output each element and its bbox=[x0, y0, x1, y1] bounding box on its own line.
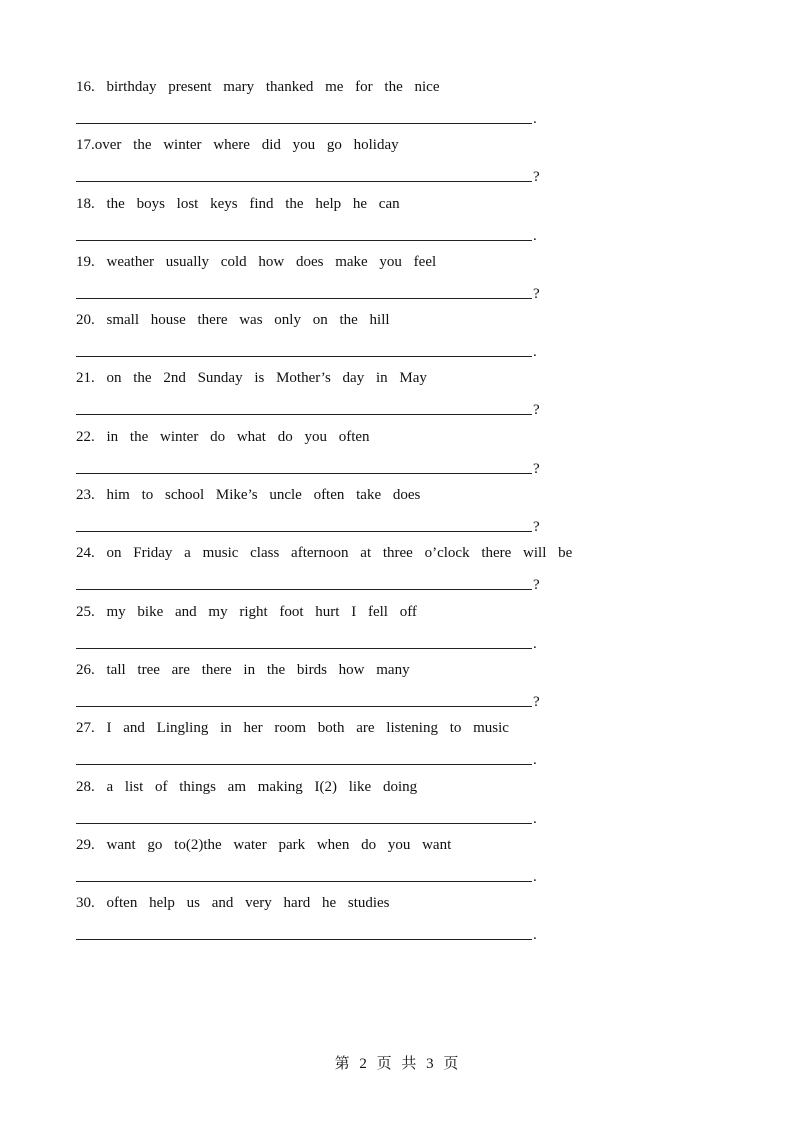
question-item bbox=[76, 660, 676, 718]
answer-line[interactable] bbox=[76, 692, 532, 707]
question-prompt: 26. tall tree are there in the birds how many bbox=[76, 661, 410, 678]
answer-blank bbox=[76, 920, 537, 944]
answer-blank bbox=[76, 687, 540, 710]
answer-line[interactable] bbox=[76, 634, 532, 649]
answer-line[interactable] bbox=[76, 809, 532, 824]
question-prompt: 17.over the winter where did you go holiday bbox=[76, 137, 399, 154]
question-prompt: 24. on Friday a music class afternoon at three o’clock there will be bbox=[76, 545, 573, 562]
question-item bbox=[76, 835, 676, 893]
answer-line[interactable] bbox=[76, 867, 532, 882]
question-item bbox=[76, 194, 676, 252]
answer-line[interactable] bbox=[76, 750, 532, 765]
end-punctuation: . bbox=[533, 344, 537, 361]
question-prompt: 19. weather usually cold how does make you feel bbox=[76, 253, 437, 270]
question-list bbox=[76, 77, 676, 951]
question-item bbox=[76, 252, 676, 310]
question-prompt: 28. a list of things am making I(2) like doing bbox=[76, 778, 418, 795]
question-prompt: 21. on the 2nd Sunday is Mother’s day in May bbox=[76, 370, 427, 387]
question-item bbox=[76, 543, 676, 601]
answer-line[interactable] bbox=[76, 342, 532, 357]
answer-blank bbox=[76, 279, 540, 302]
answer-line[interactable] bbox=[76, 284, 532, 299]
end-punctuation: ? bbox=[533, 519, 540, 536]
end-punctuation: ? bbox=[533, 402, 540, 419]
question-prompt: 25. my bike and my right foot hurt I fell off bbox=[76, 603, 417, 620]
answer-line[interactable] bbox=[76, 167, 532, 182]
question-prompt: 30. often help us and very hard he studies bbox=[76, 895, 390, 912]
answer-blank bbox=[76, 804, 537, 827]
end-punctuation: . bbox=[533, 927, 537, 944]
end-punctuation: ? bbox=[533, 285, 540, 302]
question-prompt: 27. I and Lingling in her room both are listening to music bbox=[76, 720, 509, 737]
question-prompt: 22. in the winter do what do you often bbox=[76, 428, 370, 445]
question-prompt: 20. small house there was only on the hill bbox=[76, 312, 390, 329]
answer-blank bbox=[76, 221, 537, 244]
answer-blank bbox=[76, 162, 540, 186]
question-item bbox=[76, 135, 676, 193]
end-punctuation: ? bbox=[533, 577, 540, 594]
answer-blank bbox=[76, 454, 540, 477]
answer-blank bbox=[76, 745, 537, 769]
answer-blank bbox=[76, 337, 537, 361]
answer-blank bbox=[76, 629, 537, 652]
answer-blank bbox=[76, 104, 537, 127]
question-item bbox=[76, 718, 676, 776]
answer-line[interactable] bbox=[76, 575, 532, 590]
question-item bbox=[76, 310, 676, 368]
question-prompt: 16. birthday present mary thanked me for the nice bbox=[76, 79, 440, 95]
answer-line[interactable] bbox=[76, 400, 532, 415]
question-item bbox=[76, 485, 676, 543]
end-punctuation: . bbox=[533, 810, 537, 827]
answer-line[interactable] bbox=[76, 517, 532, 532]
answer-blank bbox=[76, 862, 537, 885]
question-item bbox=[76, 777, 676, 835]
end-punctuation: . bbox=[533, 752, 537, 769]
question-prompt: 29. want go to(2)the water park when do you want bbox=[76, 836, 452, 853]
question-item bbox=[76, 602, 676, 660]
answer-line[interactable] bbox=[76, 925, 532, 940]
question-prompt: 18. the boys lost keys find the help he can bbox=[76, 195, 400, 212]
question-item bbox=[76, 368, 676, 426]
end-punctuation: ? bbox=[533, 693, 540, 710]
end-punctuation: . bbox=[533, 227, 537, 244]
answer-blank bbox=[76, 570, 540, 594]
answer-line[interactable] bbox=[76, 226, 532, 241]
page-number-footer: 第 2 页 共 3 页 bbox=[334, 1056, 459, 1072]
question-item bbox=[76, 77, 676, 135]
answer-blank bbox=[76, 395, 540, 419]
answer-blank bbox=[76, 512, 540, 536]
question-item bbox=[76, 427, 676, 485]
end-punctuation: ? bbox=[533, 169, 540, 186]
answer-line[interactable] bbox=[76, 109, 532, 124]
end-punctuation: . bbox=[533, 635, 537, 652]
end-punctuation: ? bbox=[533, 460, 540, 477]
question-item bbox=[76, 893, 676, 951]
answer-line[interactable] bbox=[76, 459, 532, 474]
question-prompt: 23. him to school Mike’s uncle often take does bbox=[76, 487, 421, 504]
end-punctuation: . bbox=[533, 868, 537, 885]
end-punctuation: . bbox=[533, 111, 537, 127]
